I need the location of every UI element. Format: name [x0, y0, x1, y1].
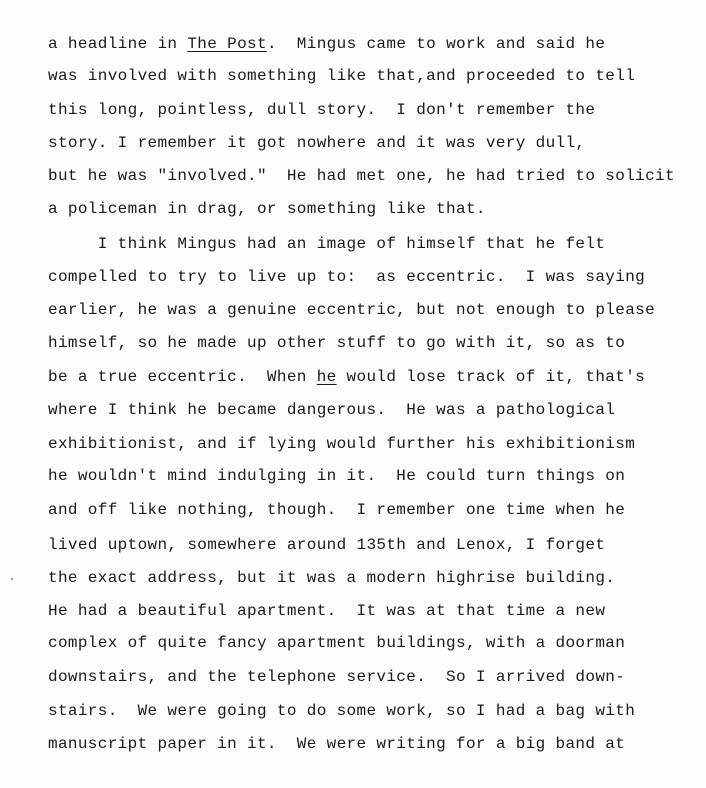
text-line-2: was involved with something like that,and proceeded to tell: [48, 67, 636, 85]
text-line-12: where I think he became dangerous. He was a pathological: [48, 401, 616, 419]
text-line-18: He had a beautiful apartment. It was at that time a new: [48, 602, 606, 620]
scan-speck: [11, 578, 13, 580]
text-line-16: lived uptown, somewhere around 135th and Lenox, I forget: [48, 536, 606, 554]
text-line-4: story. I remember it got nowhere and it was very dull,: [48, 134, 586, 152]
text-line-20: downstairs, and the telephone service. So I arrived down-: [48, 668, 626, 686]
text-line-8: compelled to try to live up to: as eccentric. I was saying: [48, 268, 646, 286]
text-line-15: and off like nothing, though. I remember one time when he: [48, 501, 626, 519]
underlined-word: he: [316, 368, 337, 386]
text-line-7: I think Mingus had an image of himself that he felt: [48, 235, 606, 253]
text-line-10: himself, so he made up other stuff to go with it, so as to: [48, 334, 626, 352]
text-line-21: stairs. We were going to do some work, so I had a bag with: [48, 702, 636, 720]
text-line-22: manuscript paper in it. We were writing for a big band at: [48, 735, 626, 753]
underlined-title: The Post: [187, 35, 267, 53]
text-line-1: a headline in The Post. Mingus came to work and said he: [48, 35, 606, 53]
text-line-9: earlier, he was a genuine eccentric, but not enough to please: [48, 301, 656, 319]
text-line-6: a policeman in drag, or something like that.: [48, 200, 486, 218]
text-line-17: the exact address, but it was a modern highrise building.: [48, 569, 616, 587]
text-line-19: complex of quite fancy apartment buildings, with a doorman: [48, 634, 626, 652]
text-line-11: be a true eccentric. When he would lose track of it, that's: [48, 368, 646, 386]
text-line-13: exhibitionist, and if lying would further his exhibitionism: [48, 435, 636, 453]
text-line-14: he wouldn't mind indulging in it. He could turn things on: [48, 467, 626, 485]
text-line-3: this long, pointless, dull story. I don't remember the: [48, 101, 596, 119]
text-line-5: but he was "involved." He had met one, he had tried to solicit: [48, 167, 675, 185]
